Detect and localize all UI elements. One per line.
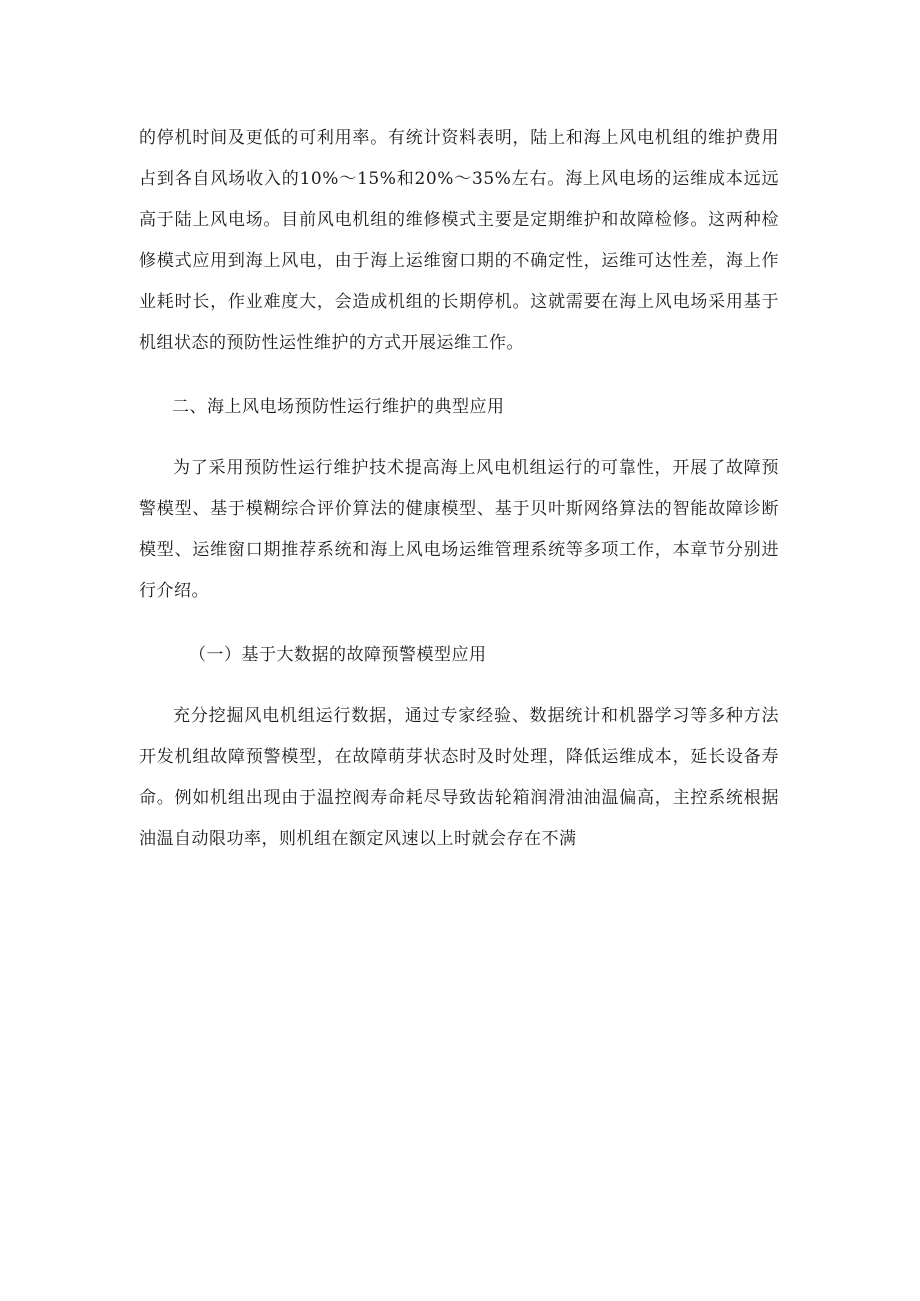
body-paragraph-3: 充分挖掘风电机组运行数据，通过专家经验、数据统计和机器学习等多种方法开发机组故障预警模型，在故障萌芽状态时及时处理，降低运维成本，延长设备寿命。例如机组出现由于温控阀寿命耗尽导致齿轮箱润滑油油温偏高，主控系统根据油温自动限功率，则机组在额定风速以上时就会存在不满: [139, 706, 779, 849]
section-heading-2: 二、海上风电场预防性运行维护的典型应用: [172, 397, 505, 417]
document-body: [139, 118, 779, 886]
body-paragraph-2: 为了采用预防性运行维护技术提高海上风电机组运行的可靠性，开展了故障预警模型、基于模糊综合评价算法的健康模型、基于贝叶斯网络算法的智能故障诊断模型、运维窗口期推荐系统和海上风电场运维管理系统等多项工作，本章节分别进行介绍。: [139, 458, 779, 601]
subsection-heading-1: （一）基于大数据的故障预警模型应用: [189, 645, 487, 665]
body-paragraph-1: 的停机时间及更低的可利用率。有统计资料表明，陆上和海上风电机组的维护费用占到各自风场收入的10%～15%和20%～35%左右。海上风电场的运维成本远远高于陆上风电场。目前风电机组的维修模式主要是定期维护和故障检修。这两种检修模式应用到海上风电，由于海上运维窗口期的不确定性，运维可达性差，海上作业耗时长，作业难度大，会造成机组的长期停机。这就需要在海上风电场采用基于机组状态的预防性运性维护的方式开展运维工作。: [139, 128, 779, 353]
